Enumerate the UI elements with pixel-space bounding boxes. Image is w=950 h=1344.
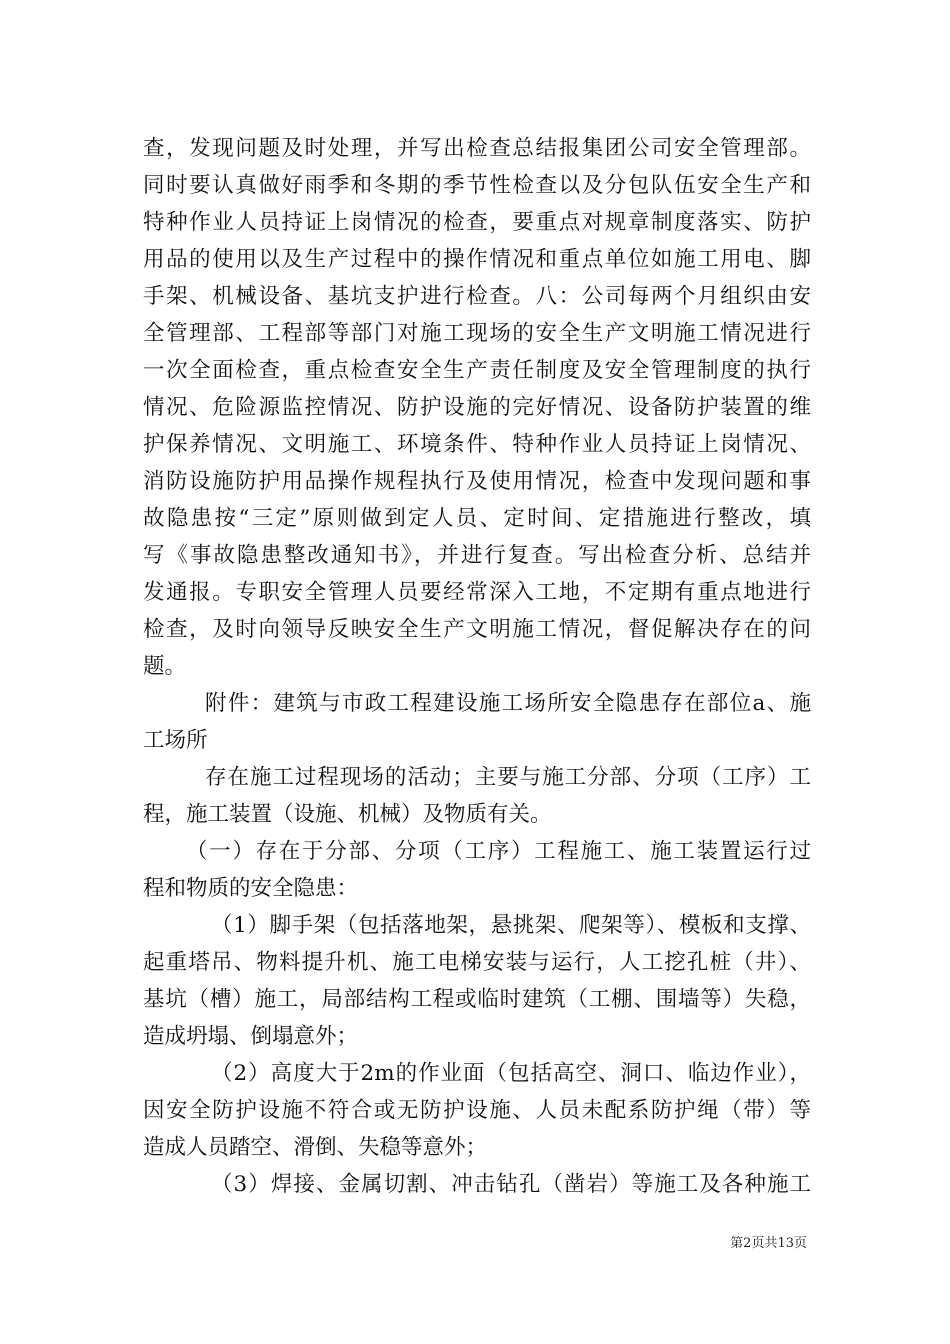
text-line: 基坑（槽）施工，局部结构工程或临时建筑（工棚、围墙等）失稳， [143,987,811,1012]
section-heading: （一）存在于分部、分项（工序）工程施工、施工装置运行过 [186,839,811,864]
list-item-2: （2）高度大于2m的作业面（包括高空、洞口、临边作业）， [211,1061,811,1086]
list-item-1: （1）脚手架（包括落地架，悬挑架、爬架等）、模板和支撑、 [211,913,811,938]
text-line: 程，施工装置（设施、机械）及物质有关。 [143,802,552,827]
paragraph-start: 存在施工过程现场的活动；主要与施工分部、分项（工序）工 [205,765,811,790]
attachment-heading: 附件：建筑与市政工程建设施工场所安全隐患存在部位a、施 [205,691,811,716]
text-line: 同时要认真做好雨季和冬期的季节性检查以及分包队伍安全生产和 [143,173,811,198]
text-line: 手架、机械设备、基坑支护进行检查。八：公司每两个月组织由安 [143,284,811,309]
text-line: 题。 [143,654,187,679]
text-line: 特种作业人员持证上岗情况的检查，要重点对规章制度落实、防护 [143,210,811,235]
text-line: 因安全防护设施不符合或无防护设施、人员未配系防护绳（带）等 [143,1098,811,1123]
text-line: 故隐患按“三定”原则做到定人员、定时间、定措施进行整改，填 [143,506,811,531]
text-line: 查，发现问题及时处理，并写出检查总结报集团公司安全管理部。 [143,136,811,161]
document-body [143,130,811,1203]
text-line: 用品的使用以及生产过程中的操作情况和重点单位如施工用电、脚 [143,247,811,272]
text-line: 造成人员踏空、滑倒、失稳等意外； [143,1135,488,1160]
text-line: 起重塔吊、物料提升机、施工电梯安装与运行，人工挖孔桩（井）、 [143,950,811,975]
text-line: 造成坍塌、倒塌意外； [143,1024,359,1049]
text-line: 工场所 [143,728,208,753]
text-line: 全管理部、工程部等部门对施工现场的安全生产文明施工情况进行 [143,321,811,346]
text-line: 发通报。专职安全管理人员要经常深入工地，不定期有重点地进行 [143,580,811,605]
text-line: 检查，及时向领导反映安全生产文明施工情况，督促解决存在的问 [143,617,811,642]
text-line: 写《事故隐患整改通知书》，并进行复查。写出检查分析、总结并 [143,543,811,568]
text-line: 护保养情况、文明施工、环境条件、特种作业人员持证上岗情况、 [143,432,811,457]
text-line: 消防设施防护用品操作规程执行及使用情况，检查中发现问题和事 [143,469,811,494]
text-line: 情况、危险源监控情况、防护设施的完好情况、设备防护装置的维 [143,395,811,420]
list-item-3: （3）焊接、金属切割、冲击钻孔（凿岩）等施工及各种施工 [211,1172,811,1197]
page-number: 第2页共13页 [730,1236,807,1251]
text-line: 一次全面检查，重点检查安全生产责任制度及安全管理制度的执行 [143,358,811,383]
text-line: 程和物质的安全隐患： [143,876,359,901]
